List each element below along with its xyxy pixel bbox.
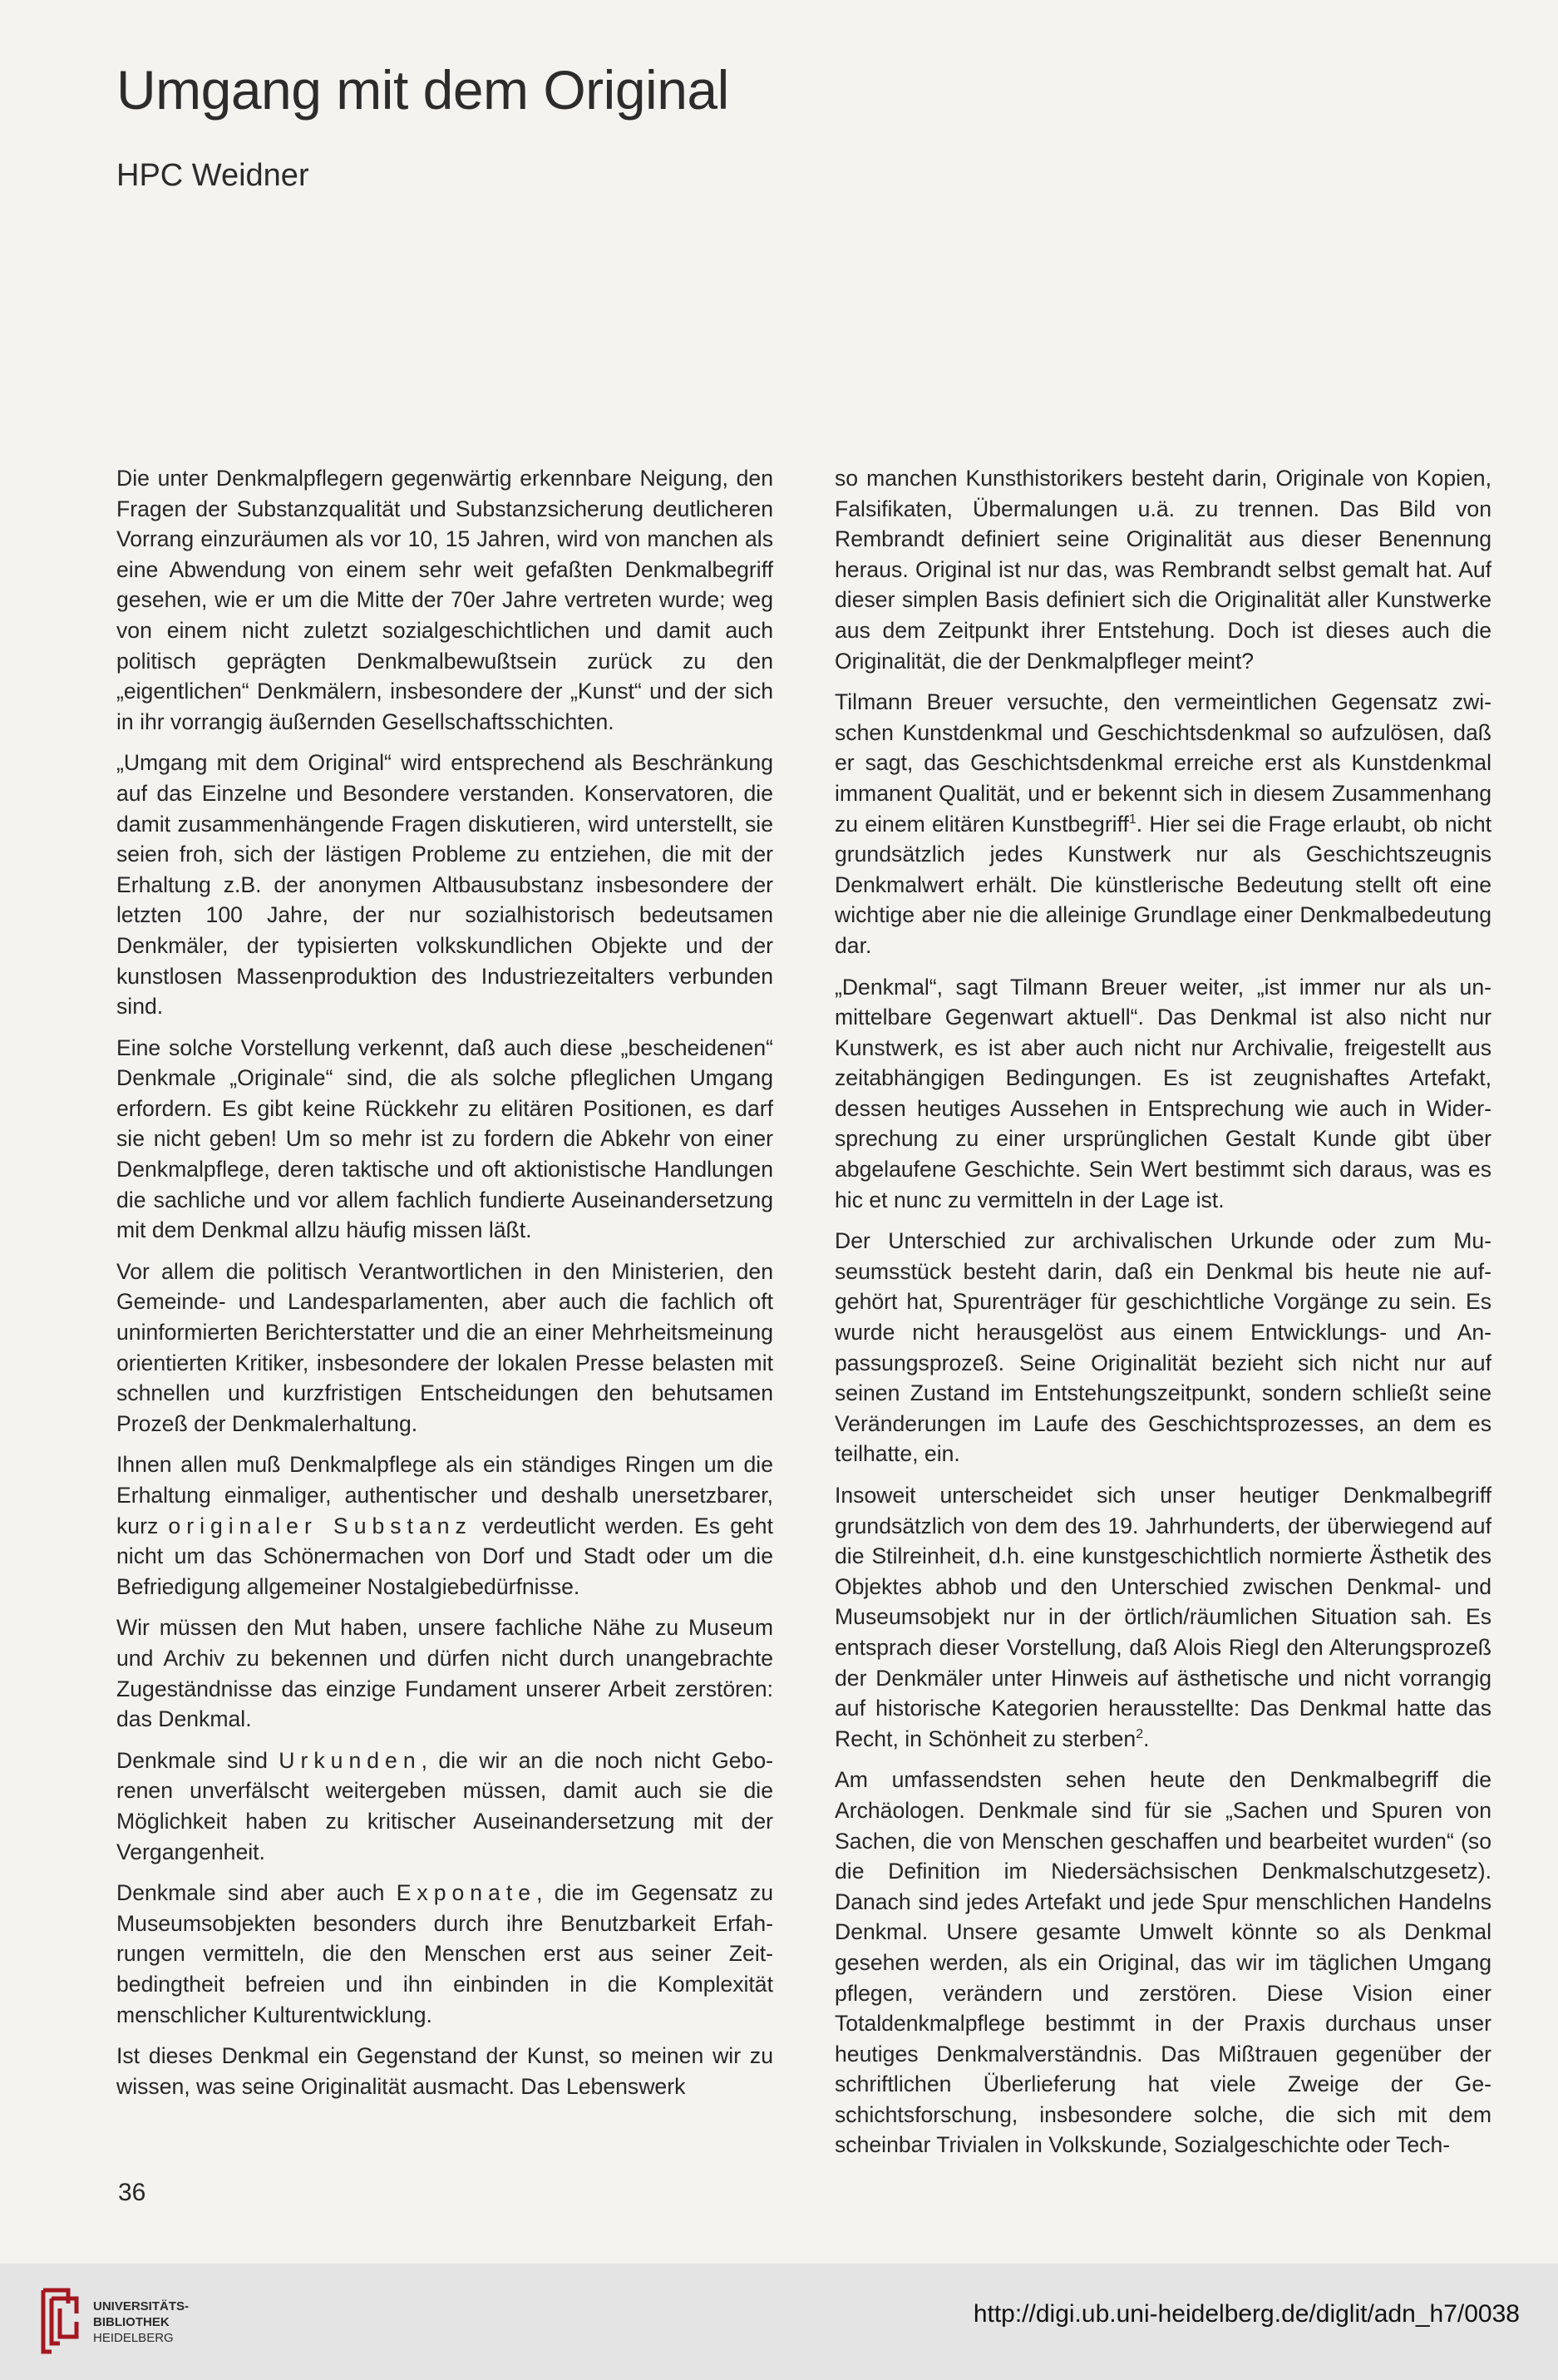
paragraph-text: Tilmann Breuer versuchte, den vermeintlichen Gegensatz zwischen Kunstdenkmal und Geschichtsdenkmal so aufzulösen, daß er sagt, das Geschichtsdenkmal erreiche erst als Kunstdenkmal immanent Qualität, und er bekennt sich in diesem Zusammenhang zu einem elitären Kunstbegriff [835,689,1491,837]
emphasis-text: originaler Substanz [168,1513,472,1538]
paragraph: Die unter Denkmalpflegern gegenwärtig erkennbare Neigung, den Fragen der Substanzqualität und Substanzsicherung deutlicheren Vorrang einzuräumen als vor 10, 15 Jahren, wird von manchen als eine Abwendung von einem sehr weit gefaßten Denkmalbegriff gesehen, wie er um die Mitte der 70er Jahre vertreten wurde; weg von einem nicht zuletzt sozialgeschichtlichen und damit auch politisch geprägten Denkmalbewußtsein zurück zu den „eigentlichen“ Denkmälern, insbesondere der „Kunst“ und der sich in ihr vorrangig äußernden Gesellschaftsschichten. [116,466,773,734]
paragraph: Am umfassendsten sehen heute den Denkmalbegriff die Archäologen. Denkmale sind für sie „Sachen und Spuren von Sachen, die von Menschen geschaffen und bearbeitet wurden“ (so die Definition im Niedersächsischen Denkmalschutzgesetz). Danach sind jedes Artefakt und jede Spur menschlichen Handelns Denkmal. Unsere gesamte Umwelt könnte so als Denkmal gesehen werden, als ein Original, das wir im täglichen Umgang pflegen, verändern und zerstören. Diese Vision einer Totaldenkmalpflege bestimmt in der Praxis durchaus unser heutiges Denkmalverständnis. Das Mißtrauen gegenüber der schriftlichen Überlieferung hat viele Zweige der Geschichtsforschung, insbesondere solche, die sich mit dem scheinbar Trivialen in Volkskunde, Sozialgeschichte oder Tech- [835,1767,1491,2158]
paragraph: Wir müssen den Mut haben, unsere fachliche Nähe zu Museum und Archiv zu bekennen und dürfen nicht durch unangebrachte Zugeständnisse das einzige Fundament unserer Arbeit zerstören: das Denkmal. [116,1615,773,1732]
paragraph-text: Ihnen allen muß Denkmalpflege als ein ständiges Ringen um die Erhaltung einmaliger, authentischer und deshalb unersetzbarer, kurz [116,1452,773,1538]
page-number: 36 [118,2179,146,2206]
emphasis-text: Urkunden [279,1747,422,1773]
source-url-link[interactable]: http://digi.ub.uni-heidelberg.de/diglit/adn_h7/0038 [973,2300,1520,2328]
paragraph: Eine solche Vorstellung verkennt, daß auch diese „bescheidenen“ Denkmale „Originale“ sind, die als solche pfleglichen Umgang erfordern. Es gibt keine Rückkehr zu elitären Positionen, es darf sie nicht geben! Um so mehr ist zu fordern die Abkehr von einer Denkmalpflege, deren taktische und oft aktionistische Handlungen die sachliche und vor allem fachlich fundierte Auseinandersetzung mit dem Denkmal allzu häufig missen läßt. [116,1034,773,1243]
paragraph [116,1878,773,2030]
paragraph: Der Unterschied zur archivalischen Urkunde oder zum Museumsstück besteht darin, daß ein Denkmal bis heute nie aufgehört hat, Spurenträger für geschichtliche Vorgänge zu sein. Es wurde nicht herausgelöst aus einem Entwicklungs- und Anpassungsprozeß. Seine Originalität bezieht sich nicht nur auf seinen Zustand im Entstehungszeitpunkt, sondern schließt seine Veränderungen im Laufe des Geschichtsprozesses, an dem es teilhatte, ein. [835,1228,1491,1467]
paragraph: Vor allem die politisch Verantwortlichen in den Ministerien, den Gemeinde- und Landesparlamenten, aber auch die fachlich oft uninformierten Berichterstatter und die an einer Mehrheitsmeinung orientierten Kritiker, insbesondere der lokalen Presse belasten mit schnellen und kurzfristigen Entscheidungen den behutsamen Prozeß der Denkmalerhaltung. [116,1258,773,1436]
article-title: Umgang mit dem Original [116,59,729,121]
paragraph-text: . [1143,1726,1150,1751]
left-column [116,463,773,2112]
paragraph [116,1449,773,1602]
paragraph [116,1745,773,1867]
footnote-ref: 1 [1128,812,1136,827]
library-logo-icon [37,2285,83,2357]
footer-bar [0,2264,1558,2380]
logo-line: BIBLIOTHEK [93,2315,170,2329]
paragraph: so manchen Kunsthistorikers besteht darin, Originale von Kopien, Falsifikaten, Übermalungen u.ä. zu trennen. Das Bild von Rembrandt definiert seine Originalität aus dieser Benennung heraus. Original ist nur das, was Rembrandt selbst gemalt hat. Auf dieser simplen Basis definiert sich die Originalität aller Kunstwerke aus dem Zeitpunkt ihrer Entstehung. Doch ist dieses auch die Originalität, die der Denkmalpfleger meint? [835,466,1491,674]
paragraph-text: Insoweit unterscheidet sich unser heutiger Denkmalbegriff grundsätzlich von dem des 19. Jahrhunderts, der überwiegend auf die Stilreinheit, d.h. eine kunstgeschichtlich normierte Ästhetik des Objektes abhob und den Unterschied zwischen Denkmal- und Museumsobjekt nur in der örtlich/räumlichen Situation sah. Es entsprach dieser Vorstellung, daß Alois Riegl den Alterungsprozeß der Denkmäler unter Hinweis auf ästhetische und nicht vorrangig auf historische Kategorien herausstellte: Das Denkmal hatte das Recht, in Schönheit zu sterben [835,1483,1491,1751]
paragraph: „Umgang mit dem Original“ wird entsprechend als Beschränkung auf das Einzelne und Besondere verstanden. Konservatoren, die damit zusammenhängende Fragen diskutieren, wird unterstellt, sie seien froh, sich der lästigen Probleme zu entziehen, die mit der Erhaltung z.B. der anonymen Altbausubstanz insbesondere der letzten 100 Jahre, der nur sozialhistorisch bedeutsamen Denkmäler, der typisierten volkskundlichen Objekte und der kunstlosen Massenproduktion des Industriezeitalters verbunden sind. [116,750,773,1020]
library-logo-text [93,2299,189,2346]
paragraph [835,1480,1491,1754]
paragraph-text: Denkmale sind [116,1747,279,1773]
logo-line: HEIDELBERG [93,2331,174,2345]
emphasis-text: Exponate [396,1880,537,1906]
paragraph-text: , die im Gegensatz zu Museumsobjekten besonders durch ihre Benutzbarkeit Erfahrungen vermitteln, die den Menschen erst aus seiner Zeitbedingtheit befreien und ihn einbinden in die Komplexität menschlicher Kulturentwicklung. [116,1880,773,2027]
logo-line: UNIVERSITÄTS- [93,2299,190,2313]
paragraph-text: . Hier sei die Frage erlaubt, ob nicht grundsätzlich jedes Kunstwerk nur als Geschichtszeugnis Denkmalwert erhält. Die künstlerische Bedeutung stellt oft eine wichtige aber nie die alleinige Grundlage einer Denkmalbedeutung dar. [835,811,1492,958]
right-column [835,463,1491,2171]
paragraph: Ist dieses Denkmal ein Gegenstand der Kunst, so meinen wir zu wissen, was seine Originalität ausmacht. Das Lebenswerk [116,2043,773,2099]
paragraph [835,687,1491,960]
paragraph: „Denkmal“, sagt Tilmann Breuer weiter, „ist immer nur als unmittelbare Gegenwart aktuell“. Das Denkmal ist also nicht nur Kunstwerk, es ist aber auch nicht nur Archivalie, freigestellt aus zeitabhängigen Bedingungen. Es ist zeugnishaftes Artefakt, dessen heutiges Aussehen in Entsprechung wie auch in Widersprechung zu einer ursprünglichen Gestalt Kunde gibt über abgelaufene Geschichte. Sein Wert bestimmt sich daraus, was es hic et nunc zu vermitteln in der Lage ist. [835,974,1491,1212]
paragraph-text: verdeutlicht werden. Es geht nicht um das Schönermachen von Dorf und Stadt oder um die Befriedigung allgemeiner Nostalgiebedürfnisse. [116,1513,773,1599]
article-author: HPC Weidner [116,158,309,193]
footnote-ref: 2 [1136,1726,1144,1741]
paragraph-text: , die wir an die noch nicht Geborenen unverfälscht weitergeben müssen, damit auch sie die Möglichkeit haben zu kritischer Auseinandersetzung mit der Vergangenheit. [116,1747,773,1864]
paragraph-text: Denkmale sind aber auch [116,1880,397,1906]
